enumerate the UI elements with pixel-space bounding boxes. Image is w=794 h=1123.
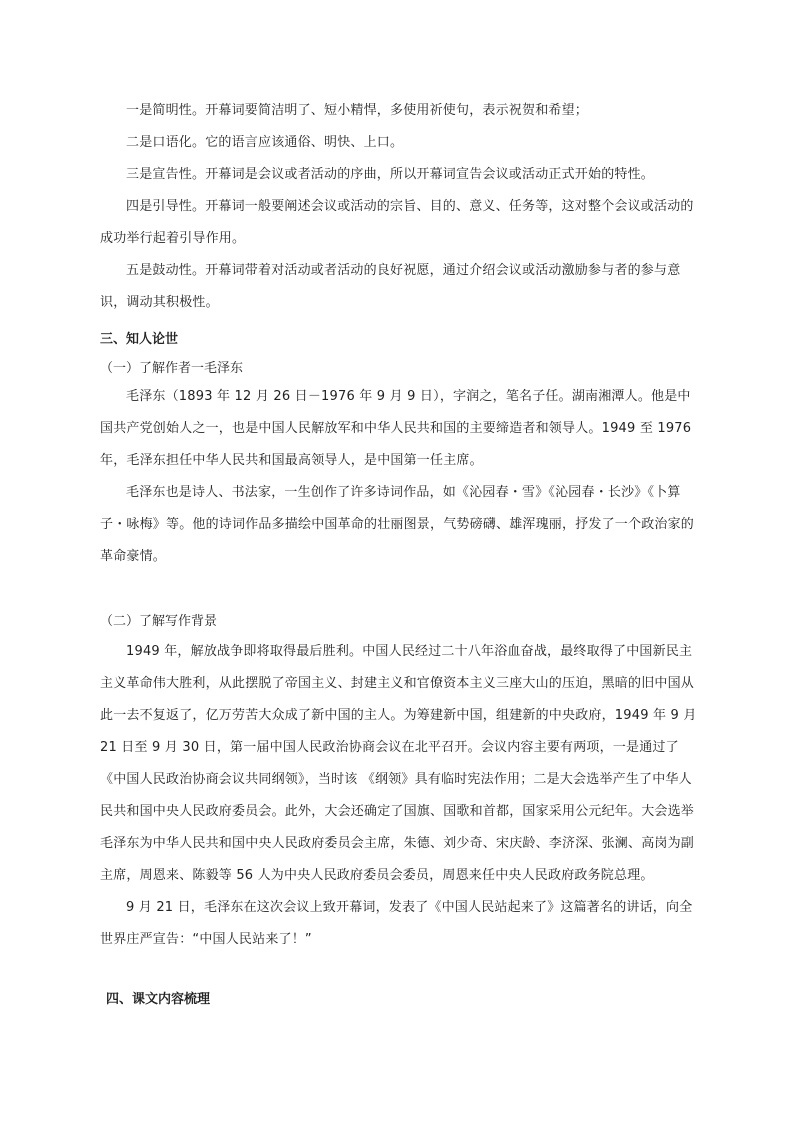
feature-item-inspiring: 五是鼓动性。开幕词带着对活动或者活动的良好祝愿，通过介绍会议或活动激励参与者的参与意识，调动其积极性。 xyxy=(100,263,681,310)
feature-item-guiding: 四是引导性。开幕词一般要阐述会议或活动的宗旨、目的、意义、任务等，这对整个会议或活动的成功举行起着引导作用。 xyxy=(100,199,694,246)
section-four-heading: 四、课文内容梳理 xyxy=(106,992,211,1007)
author-bio-paragraph: 毛泽东（1893 年 12 月 26 日－1976 年 9 月 9 日），字润之，笔名子任。湖南湘潭人。他是中国共产党创始人之一，也是中国人民解放军和中华人民共和国的主要缔造者和领导人。1949 至 1976 年，毛泽东担任中华人民共和国最高领导人，是中国第一任主席。 xyxy=(100,389,692,468)
subsection-author-title: （一）了解作者一毛泽东 xyxy=(100,361,244,376)
subsection-background-title: （二）了解写作背景 xyxy=(100,614,218,629)
author-poetry-paragraph: 毛泽东也是诗人、书法家，一生创作了许多诗词作品，如《沁园春・雪》《沁园春・长沙》《卜算子・咏梅》等。他的诗词作品多描绘中国革命的壮丽图景，气势磅礴、雄浑瑰丽，抒发了一个政治家的革命豪情。 xyxy=(100,485,695,564)
speech-paragraph: 9 月 21 日，毛泽东在这次会议上致开幕词，发表了《中国人民站起来了》这篇著名的讲话，向全世界庄严宣告：“中国人民站来了！” xyxy=(100,900,693,947)
feature-item-declarative: 三是宣告性。开幕词是会议或者活动的序曲，所以开幕词宣告会议或活动正式开始的特性。 xyxy=(126,167,655,182)
feature-item-concise: 一是简明性。开幕词要简洁明了、短小精悍，多使用祈使句，表示祝贺和希望； xyxy=(126,103,589,118)
background-paragraph: 1949 年，解放战争即将取得最后胜利。中国人民经过二十八年浴血奋战，最终取得了中国新民主主义革命伟大胜利，从此摆脱了帝国主义、封建主义和官僚资本主义三座大山的压迫，黑暗的旧中国从此一去不复返了，亿万劳苦大众成了新中国的主人。为筹建新中国，组建新的中央政府，1949 年 9 月 21 日至 9 月 30 日，第一届中国人民政治协商会议在北平召开。会议内容主要有两项，一是通过了《中国人民政治协商会议共同纲领》，当时该 《纲领》具有临时宪法作用；二是大会选举产生了中华人民共和国中央人民政府委员会。此外，大会还确定了国旗、国歌和首都，国家采用公元纪年。大会选举毛泽东为中华人民共和国中央人民政府委员会主席，朱德、刘少奇、宋庆龄、李济深、张澜、高岗为副主席，周恩来、陈毅等 56 人为中央人民政府委员会委员，周恩来任中央人民政府政务院总理。 xyxy=(100,644,697,883)
feature-item-colloquial: 二是口语化。它的语言应该通俗、明快、上口。 xyxy=(126,135,404,150)
section-three-heading: 三、知人论世 xyxy=(100,332,179,347)
